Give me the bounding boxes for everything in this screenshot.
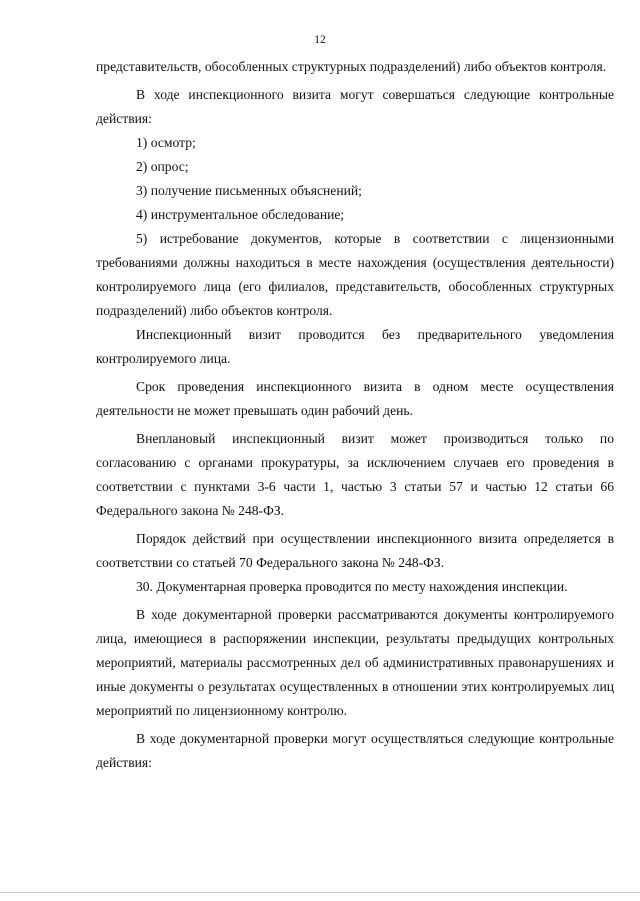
paragraph-inspection-actions-intro: В ходе инспекционного визита могут совершаться следующие контрольные действия: xyxy=(96,87,614,126)
paragraph-no-notice: Инспекционный визит проводится без предварительного уведомления контролируемого лица. xyxy=(96,327,614,366)
paragraph-documents-reviewed: В ходе документарной проверки рассматриваются документы контролируемого лица, имеющиеся в распоряжении инспекции, результаты предыдущих контрольных мероприятий, материалы рассмотренных дел об административных правонарушениях и иные документы о результатах осуществленных в отношении этих контролируемых лиц мероприятий по лицензионному контролю. xyxy=(96,607,614,718)
page-number: 12 xyxy=(314,34,326,46)
list-item-written-explanations: 3) получение письменных объяснений; xyxy=(136,183,362,198)
list-item-document-request: 5) истребование документов, которые в соответствии с лицензионными требованиями должны находиться в месте нахождения (осуществления деятельности) контролируемого лица (его филиалов, представительств, обособленных структурных подразделений) либо объектов контроля. xyxy=(96,231,614,318)
page-bottom-border xyxy=(0,892,640,893)
paragraph-unscheduled-visit: Внеплановый инспекционный визит может производиться только по согласованию с органами прокуратуры, за исключением случаев его проведения в соответствии с пунктами 3-6 части 1, частью 3 статьи 57 и частью 12 статьи 66 Федерального закона № 248-ФЗ. xyxy=(96,431,614,518)
list-item-survey: 2) опрос; xyxy=(136,159,189,174)
paragraph-30-documentary-check: 30. Документарная проверка проводится по месту нахождения инспекции. xyxy=(136,579,568,594)
list-item-instrumental-survey: 4) инструментальное обследование; xyxy=(136,207,345,222)
paragraph-continuation: представительств, обособленных структурных подразделений) либо объектов контроля. xyxy=(96,59,607,74)
list-item-inspection: 1) осмотр; xyxy=(136,135,196,150)
paragraph-duration: Срок проведения инспекционного визита в одном месте осуществления деятельности не может превышать один рабочий день. xyxy=(96,379,614,418)
document-body xyxy=(96,55,614,775)
paragraph-procedure: Порядок действий при осуществлении инспекционного визита определяется в соответствии со статьей 70 Федерального закона № 248-ФЗ. xyxy=(96,531,614,570)
paragraph-documentary-actions-intro: В ходе документарной проверки могут осуществляться следующие контрольные действия: xyxy=(96,731,614,770)
